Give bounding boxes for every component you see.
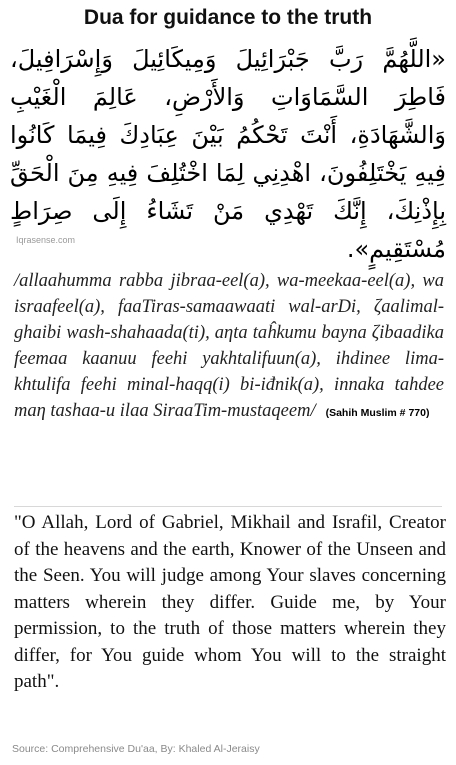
arabic-dua-text: «اللَّهُمَّ رَبَّ جَبْرَائِيلَ وَمِيكَائِيلَ وَإِسْرَافِيلَ، فَاطِرَ السَّمَاوَاتِ وَالأَرْضِ، عَالِمَ الْغَيْبِ وَالشَّهَادَةِ، أَنْتَ تَحْكُمُ بَيْنَ عِبَادِكَ فِيمَا كَانُوا فِيهِ يَخْتَلِفُونَ، اهْدِنِي لِمَا اخْتُلِفَ فِيهِ مِنَ الْحَقِّ بِإِذْنِكَ، إِنَّكَ تَهْدِي مَنْ تَشَاءُ إِلَى صِرَاطٍ مُسْتَقِيمٍ». bbox=[10, 45, 446, 263]
transliteration-text: /allaahumma rabba jibraa-eel(a), wa-meekaa-eel(a), wa israafeel(a), faaTiras-samaawaati wal-arDi, ζaalimal-ghaibi wash-shahaada(ti), aηta taĥkumu bayna ζibaadika feemaa kaanuu feehi yakhtalifuun(a), ihdinee lima-khtulifa feehi minal-haqq(i) bi-iđnik(a), innaka tahdee maη tashaa-u ilaa SiraaTim-mustaqeem/ bbox=[14, 271, 444, 421]
page-title: Dua for guidance to the truth bbox=[83, 6, 373, 29]
transliteration-block bbox=[14, 268, 444, 426]
hadith-reference: (Sahih Muslim # 770) bbox=[325, 407, 430, 419]
source-credit: Source: Comprehensive Du'aa, By: Khaled Al-Jeraisy bbox=[12, 743, 260, 755]
divider bbox=[14, 506, 442, 507]
english-translation: "O Allah, Lord of Gabriel, Mikhail and Israfil, Creator of the heavens and the earth, Knower of the Unseen and the Seen. You will judge among Your slaves concerning matters wherein they differ. Guide me, by Your permission, to the truth of those matters wherein they differ, for You guide whom You will to the straight path". bbox=[14, 512, 446, 692]
watermark: Iqrasense.com bbox=[16, 235, 76, 245]
